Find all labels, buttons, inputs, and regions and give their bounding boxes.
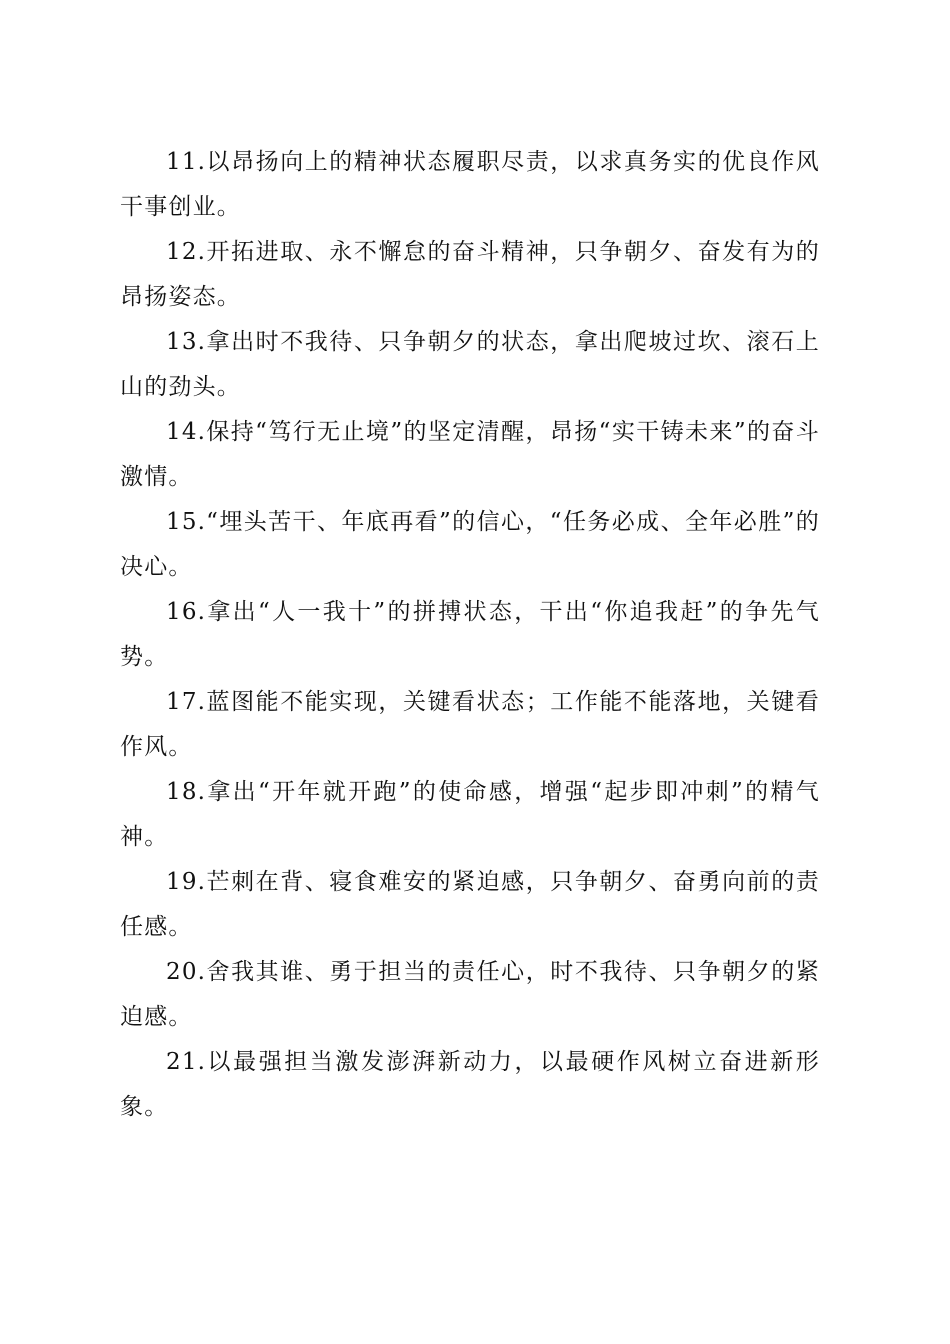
paragraph-16: 16.拿出“人一我十”的拼搏状态，干出“你追我赶”的争先气势。 [120,599,820,670]
paragraph-11: 11.以昂扬向上的精神状态履职尽责，以求真务实的优良作风干事创业。 [120,149,820,220]
paragraph-18: 18.拿出“开年就开跑”的使命感，增强“起步即冲刺”的精气神。 [120,779,820,850]
paragraph-15: 15.“埋头苦干、年底再看”的信心，“任务必成、全年必胜”的决心。 [120,509,820,580]
paragraph-12: 12.开拓进取、永不懈怠的奋斗精神，只争朝夕、奋发有为的昂扬姿态。 [120,239,820,310]
paragraph-14: 14.保持“笃行无止境”的坚定清醒，昂扬“实干铸未来”的奋斗激情。 [120,419,820,490]
paragraph-20: 20.舍我其谁、勇于担当的责任心，时不我待、只争朝夕的紧迫感。 [120,959,820,1030]
paragraph-17: 17.蓝图能不能实现，关键看状态；工作能不能落地，关键看作风。 [120,689,820,760]
document-body [120,140,820,1130]
paragraph-19: 19.芒刺在背、寝食难安的紧迫感，只争朝夕、奋勇向前的责任感。 [120,869,820,940]
paragraph-21: 21.以最强担当激发澎湃新动力，以最硬作风树立奋进新形象。 [120,1049,820,1120]
paragraph-13: 13.拿出时不我待、只争朝夕的状态，拿出爬坡过坎、滚石上山的劲头。 [120,329,820,400]
